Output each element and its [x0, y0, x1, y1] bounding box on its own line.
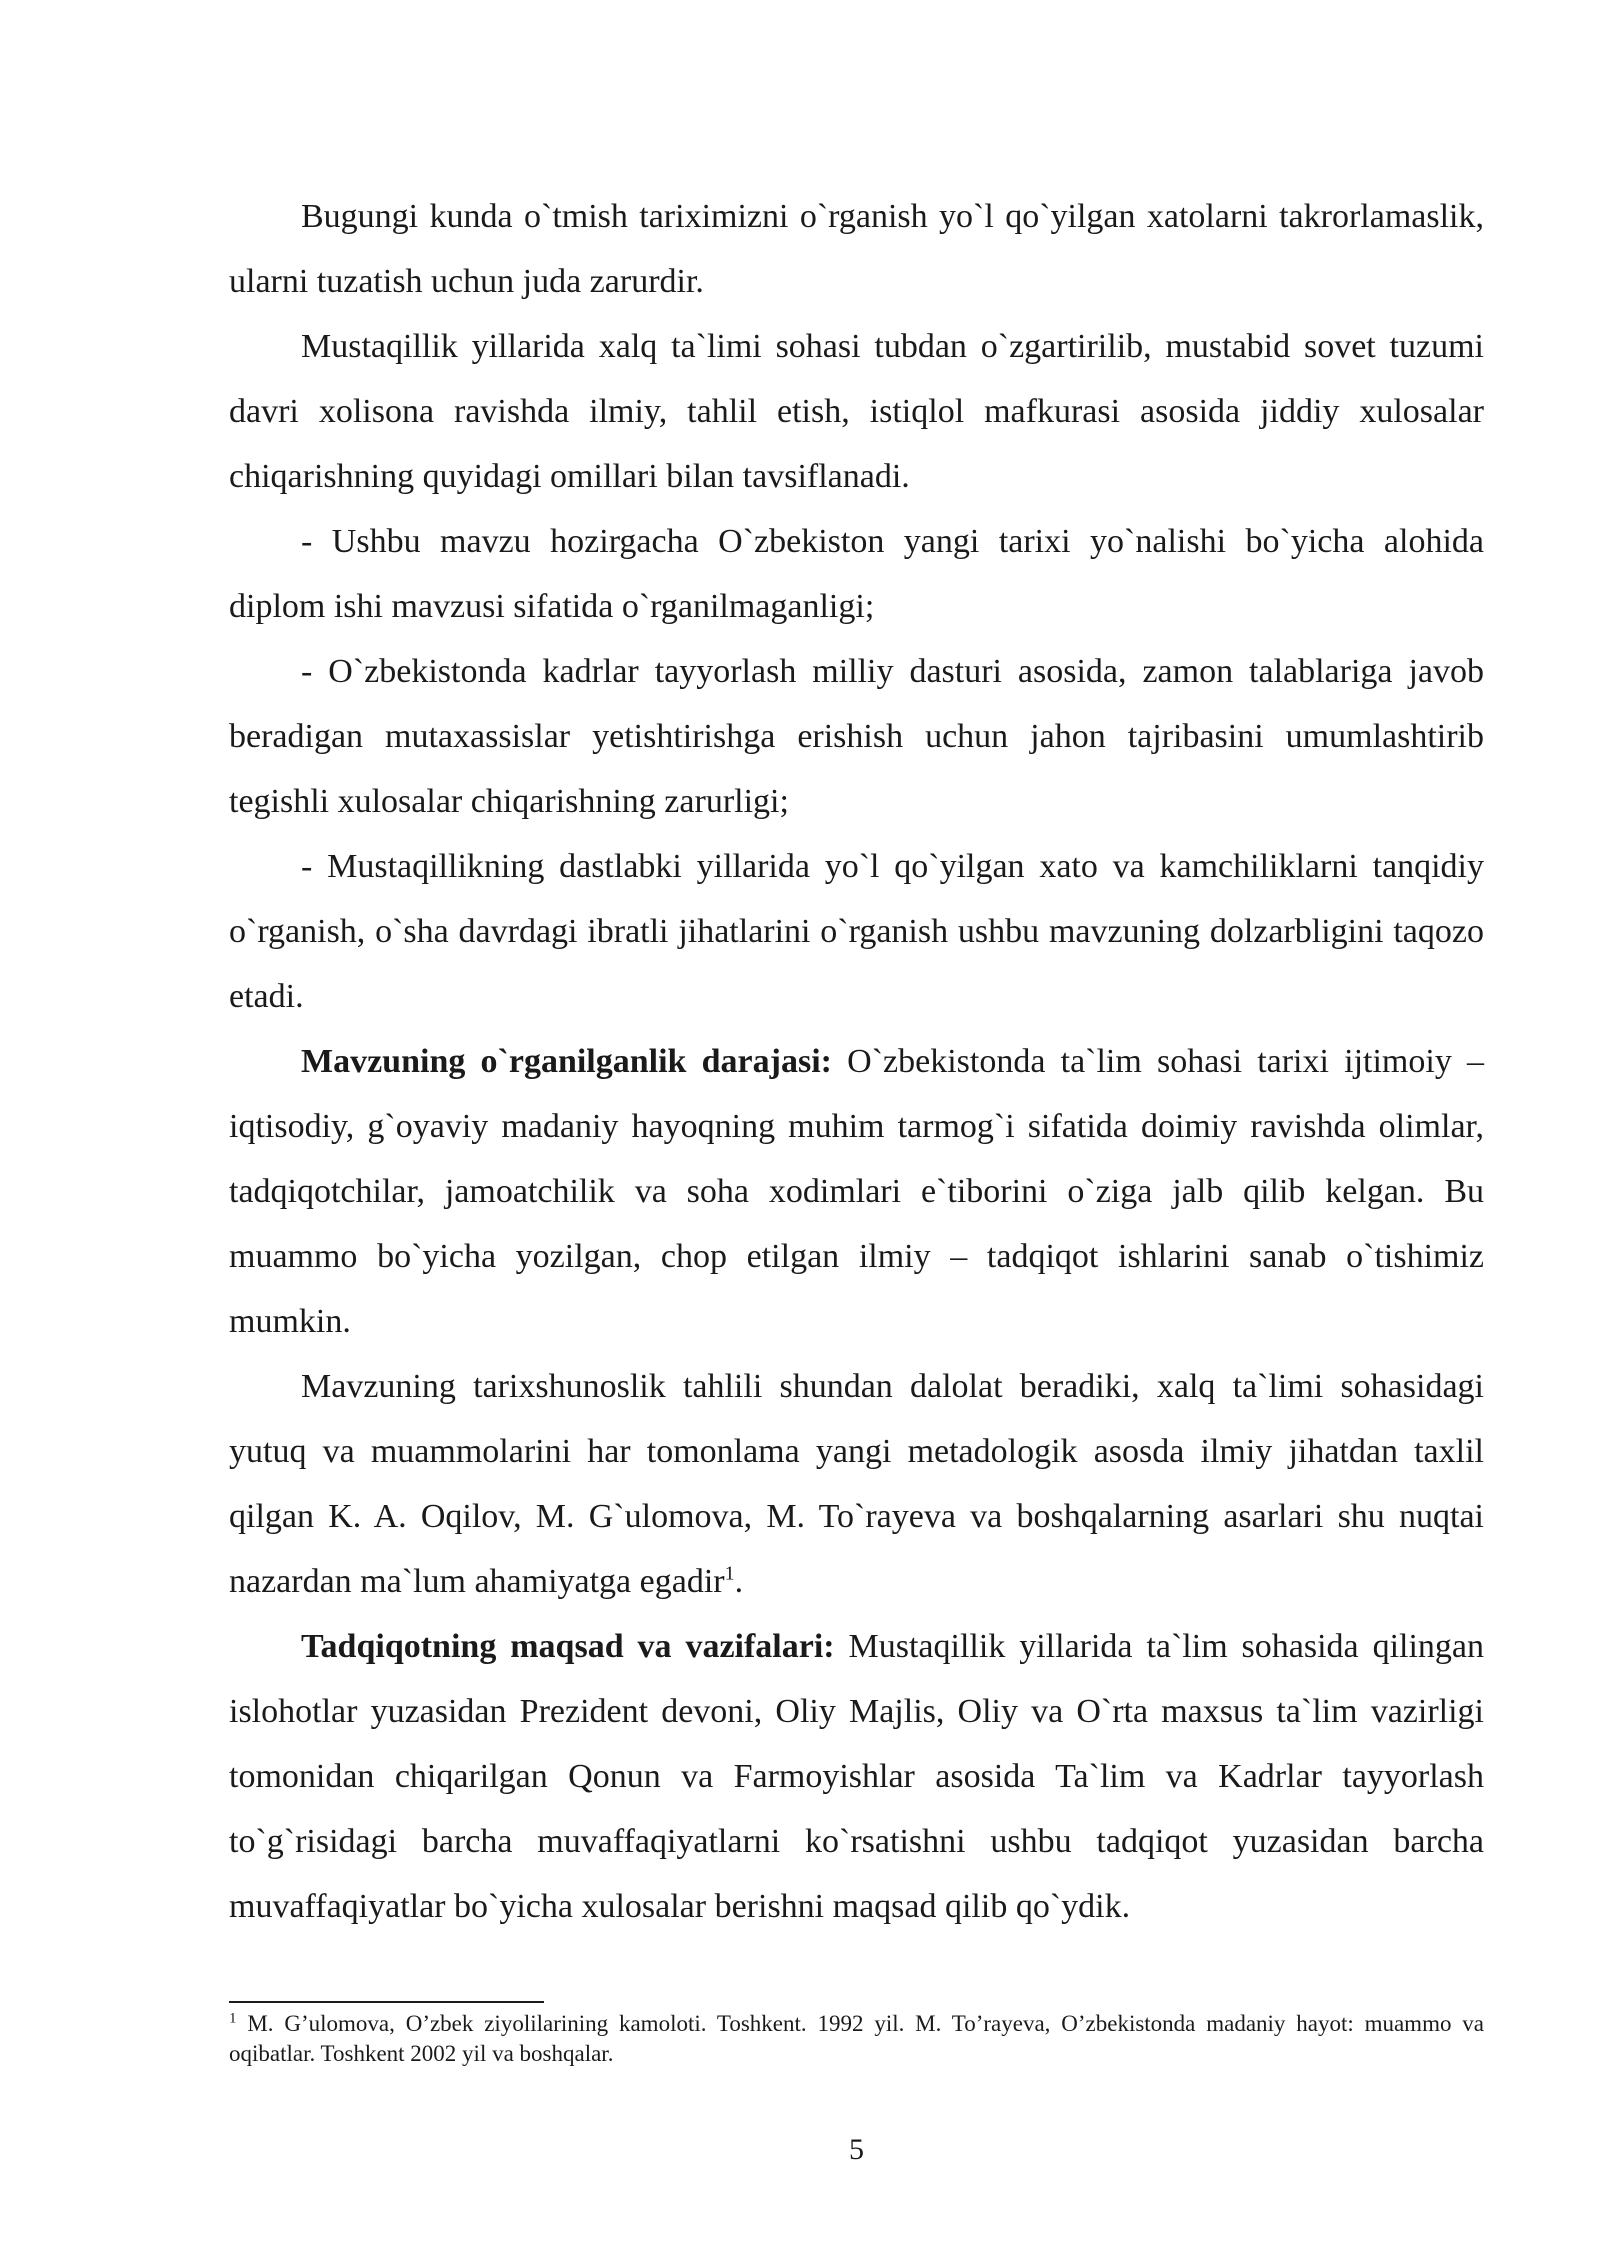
paragraph — [229, 314, 1484, 509]
paragraph-text: Mavzuning tarixshunoslik tahlili shundan dalolat beradiki, xalq ta`limi sohasidagi yutuq va muammolarini har tomonlama yangi metadologik asosda ilmiy jihatdan taxlil qilgan K. A. Oqilov, M. G`ulomova, M. To`rayeva va boshqalarning asarlari shu nuqtai nazardan ma`lum ahamiyatga egadir — [229, 1368, 1484, 1600]
paragraph — [229, 184, 1484, 314]
paragraph-text: Bugungi kunda o`tmish tariximizni o`rganish yo`l qo`yilgan xatolarni takrorlamaslik, ularni tuzatish uchun juda zarurdir. — [229, 198, 1484, 300]
footnote-text: M. G’ulomova, O’zbek ziyolilarining kamoloti. Toshkent. 1992 yil. M. To’rayeva, O’zbekistonda madaniy hayot: muammo va oqibatlar. Toshkent 2002 yil va boshqalar. — [229, 2011, 1484, 2066]
list-item — [229, 509, 1484, 639]
list-item-text: - Mustaqillikning dastlabki yillarida yo`l qo`yilgan xato va kamchiliklarni tanqidiy o`rganish, o`sha davrdagi ibratli jihatlarini o`rganish ushbu mavzuning dolzarbligini taqozo etadi. — [229, 848, 1484, 1015]
list-item — [229, 834, 1484, 1029]
paragraph — [229, 1354, 1484, 1614]
section-heading: Mavzuning o`rganilganlik darajasi: — [301, 1043, 832, 1080]
paragraph — [229, 1614, 1484, 1939]
footnote-reference[interactable]: 1 — [724, 1562, 735, 1585]
paragraph-text: O`zbekistonda ta`lim sohasi tarixi ijtimoiy – iqtisodiy, g`oyaviy madaniy hayoqning muhim tarmog`i sifatida doimiy ravishda olimlar, tadqiqotchilar, jamoatchilik va soha xodimlari e`tiborini o`ziga jalb qilib kelgan. Bu muammo bo`yicha yozilgan, chop etilgan ilmiy – tadqiqot ishlarini sanab o`tishimiz mumkin. — [229, 1043, 1484, 1340]
list-item-text: - Ushbu mavzu hozirgacha O`zbekiston yangi tarixi yo`nalishi bo`yicha alohida diplom ishi mavzusi sifatida o`rganilmaganligi; — [229, 523, 1484, 625]
paragraph — [229, 1029, 1484, 1354]
paragraph-text: Mustaqillik yillarida ta`lim sohasida qilingan islohotlar yuzasidan Prezident devoni, Oliy Majlis, Oliy va O`rta maxsus ta`lim vazirligi tomonidan chiqarilgan Qonun va Farmoyishlar asosida Ta`lim va Kadrlar tayyorlash to`g`risidagi barcha muvaffaqiyatlarni ko`rsatishni ushbu tadqiqot yuzasidan barcha muvaffaqiyatlar bo`yicha xulosalar berishni maqsad qilib qo`ydik. — [229, 1628, 1484, 1925]
footnote-separator — [229, 2001, 544, 2003]
page-number: 5 — [849, 2133, 864, 2166]
paragraph-tail: . — [734, 1563, 744, 1600]
list-item — [229, 639, 1484, 834]
list-item-text: - O`zbekistonda kadrlar tayyorlash milliy dasturi asosida, zamon talablariga javob beradigan mutaxassislar yetishtirishga erishish uchun jahon tajribasini umumlashtirib tegishli xulosalar chiqarishning zarurligi; — [229, 653, 1484, 820]
footnote — [229, 2009, 1484, 2069]
footnote-marker: 1 — [229, 2010, 237, 2027]
section-heading: Tadqiqotning maqsad va vazifalari: — [301, 1628, 835, 1665]
paragraph-text: Mustaqillik yillarida xalq ta`limi sohasi tubdan o`zgartirilib, mustabid sovet tuzumi davri xolisona ravishda ilmiy, tahlil etish, istiqlol mafkurasi asosida jiddiy xulosalar chiqarishning quyidagi omillari bilan tavsiflanadi. — [229, 328, 1484, 495]
body-text — [229, 184, 1484, 1939]
